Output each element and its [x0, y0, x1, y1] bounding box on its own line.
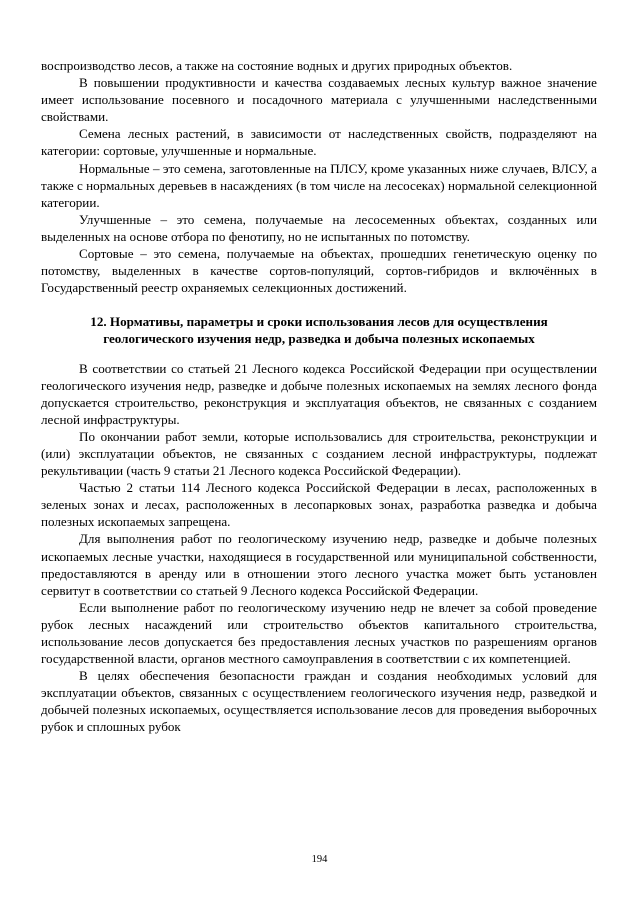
paragraph-article-114: Частью 2 статьи 114 Лесного кодекса Российской Федерации в лесах, расположенных в зеленых зонах и лесах, расположенных в лесопарковых зонах, разработка разведка и добыча полезных ископаемых запрещена.	[41, 480, 597, 530]
page-content	[41, 57, 597, 736]
paragraph-lease-servitude: Для выполнения работ по геологическому изучению недр, разведке и добыче полезных ископаемых лесные участки, находящиеся в государственной или муниципальной собственности, предоставляются в аренду или в отношении этого лесного участка может быть установлен сервитут в соответствии со статьей 9 Лесного кодекса Российской Федерации.	[41, 531, 597, 598]
paragraph-article-21: В соответствии со статьей 21 Лесного кодекса Российской Федерации при осуществлении геологического изучения недр, разведке и добыче полезных ископаемых на землях лесного фонда допускается строительство, реконструкция и эксплуатация объектов, не связанных с созданием лесной инфраструктуры.	[41, 360, 597, 427]
paragraph-seed-categories: Семена лесных растений, в зависимости от наследственных свойств, подразделяют на категории: сортовые, улучшенные и нормальные.	[41, 126, 597, 159]
paragraph-improved-seeds: Улучшенные – это семена, получаемые на лесосеменных объектах, созданных или выделенных на основе отбора по фенотипу, но не испытанных по потомству.	[41, 211, 597, 244]
paragraph-recultivation: По окончании работ земли, которые использовались для строительства, реконструкции и (или) эксплуатации объектов, не связанных с созданием лесной инфраструктуры, подлежат рекультивации (часть 9 статьи 21 Лесного кодекса Российской Федерации).	[41, 428, 597, 479]
paragraph-variety-seeds: Сортовые – это семена, получаемые на объектах, прошедших генетическую оценку по потомству, выделенных в качестве сортов-популяций, сортов-гибридов и включённых в Государственный реестр охраняемых селекционных достижений.	[41, 246, 597, 296]
paragraph-normal-seeds: Нормальные – это семена, заготовленные на ПЛСУ, кроме указанных ниже случаев, ВЛСУ, а также с нормальных деревьев в насаждениях (в том числе на лесосеках) нормальной селекционной категории.	[41, 160, 597, 210]
page-number: 194	[311, 854, 328, 865]
section-heading: 12. Нормативы, параметры и сроки использования лесов для осуществления геологического изучения недр, разведка и добыча полезных ископаемых	[90, 314, 548, 347]
paragraph-seed-material: В повышении продуктивности и качества создаваемых лесных культур важное значение имеет использование посевного и посадочного материала с улучшенными наследственными свойствами.	[41, 75, 597, 125]
paragraph-continuation: воспроизводство лесов, а также на состояние водных и других природных объектов.	[41, 58, 513, 73]
paragraph-no-felling: Если выполнение работ по геологическому изучению недр не влечет за собой проведение рубок лесных насаждений или строительство объектов капитального строительства, использование лесов допускается без предоставления лесных участков по разрешениям органов государственной власти, органов местного самоуправления в соответствии с их компетенцией.	[41, 599, 597, 667]
paragraph-safety: В целях обеспечения безопасности граждан и создания необходимых условий для эксплуатации объектов, связанных с осуществлением геологического изучения недр, разведкой и добычей полезных ископаемых, осуществляется использование лесов для проведения выборочных рубок и сплошных рубок	[41, 668, 597, 735]
